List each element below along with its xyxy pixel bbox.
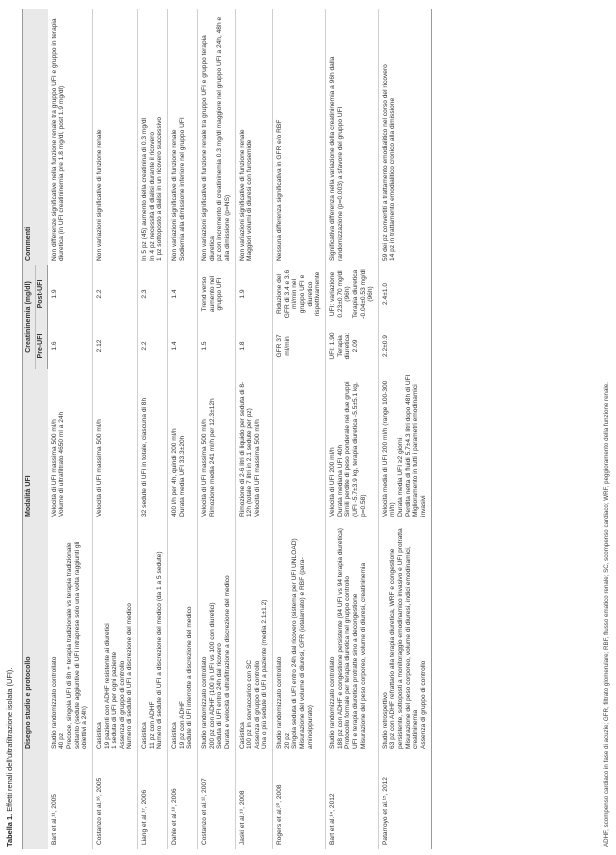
cell-pre-ufi: 2.12: [92, 323, 137, 369]
renal-effects-table: [22, 9, 432, 849]
cell-post-ufi: 1.9: [48, 265, 93, 323]
cell-study: Patarroyo et al.¹⁵, 2012: [378, 753, 431, 849]
cell-study: Jaski et al.¹⁹, 2008: [235, 753, 273, 849]
cell-modality: Velocità di UFI 200 ml/h Durata mediana UFI 40h Simili perdite di peso ponderale nei due gruppi (UFI -5.7±3.9 kg, terapia diuretica -5.5±5.1 kg, p=0.58): [325, 369, 378, 521]
cell-comments: Significativa differenza nella variazione della creatininemia a 96h dalla randomizzazione (p=0.003) a sfavore del gruppo UFI: [325, 9, 378, 265]
header-pre-ufi: Pre-UFI: [36, 323, 48, 369]
cell-comments: Non variazioni significative di funzione renale tra gruppo UFI e gruppo terapia diuretica pz con incremento di creatininemia 0.3 mg/dl maggiore nel gruppo UFI a 24h, 48h e alla dimissione (p=NS): [197, 9, 235, 265]
cell-design: Casistica 19 pz con ADHF Sedute di UFI interrotte a discrezione del medico: [168, 521, 198, 753]
table-row: [138, 9, 168, 849]
cell-pre-ufi: 2.2: [138, 323, 168, 369]
cell-pre-ufi: 1.5: [197, 323, 235, 369]
cell-study: Dahle et al.¹⁸, 2006: [168, 753, 198, 849]
cell-pre-ufi: UFI: 1.90 Terapia diuretica: 2.09: [325, 323, 378, 369]
cell-design: Casistica 19 pazienti con ADHF resistente ai diuretici 1 seduta di UFI per ogni paziente Assenza di gruppo di controllo Numero di sedute di UFI a discrezione del medico: [92, 521, 137, 753]
cell-post-ufi: Trend verso aumento nel gruppo UFI: [197, 265, 235, 323]
header-modality: Modalità UFI: [23, 369, 48, 521]
cell-pre-ufi: 2.2±0.9: [378, 323, 431, 369]
cell-post-ufi: UFI: variazione 0.23±0.70 mg/dl (96h) Terapia diuretica -0.04±0.53 mg/dl (96h): [325, 265, 378, 323]
table-row: [48, 9, 93, 849]
cell-modality: Velocità media di UFI 200 ml/h (range 100-300 ml/h) Durata media UFI ≥2 giorni Perdita netta di fluidi 5.7±4.3 litri dopo 48h di UFI Miglioramento in tutti i parametri emodinamici invasivi: [378, 369, 431, 521]
cell-design: Studio randomizzato controllato 20 pz Singola seduta di UFI entro 24h dal ricovero (sistema per UFI UNLOAD) Misurazione del volume di diuresi, GFR (iotalamato) e RBF (para-aminoippurato): [273, 521, 326, 753]
cell-post-ufi: 2.4±1.0: [378, 265, 431, 323]
cell-modality: Velocità di UFI massima 500 ml/h: [92, 369, 137, 521]
header-study: [23, 753, 48, 849]
cell-post-ufi: 1.9: [235, 265, 273, 323]
cell-comments: Non variazioni significative di funzione renale Sodiemia alla dimissione inferiore nel gruppo UFI: [168, 9, 198, 265]
table-row: [273, 9, 326, 849]
cell-design: Studio randomizzato controllato 188 pz con ADHF e congestione persistente (94 UFI vs 94 terapia diuretica) Protocollo formale per terapia diuretica nel gruppo controllo UFI e terapia diuretica protratte sino a decongestione Misurazione del peso corporeo, volume di diuresi, creatininemia: [325, 521, 378, 753]
cell-post-ufi: 2.2: [92, 265, 137, 323]
cell-pre-ufi: 1.8: [235, 323, 273, 369]
cell-post-ufi: 2.3: [138, 265, 168, 323]
cell-study: Bart et al.¹⁴, 2012: [325, 753, 378, 849]
table-row: [235, 9, 273, 849]
table-row: [168, 9, 198, 849]
cell-comments: Non variazioni significative di funzione renale: [92, 9, 137, 265]
table-row: [197, 9, 235, 849]
table-row: [378, 9, 431, 849]
cell-modality: 32 sedute di UFI in totale, ciascuna di 8h: [138, 369, 168, 521]
abbreviations-footnote: ADHF, scompenso cardiaco in fase di acuzie; GFR, filtrato glomerulare; RBF, flusso ematico renale; SC, scompenso cardiaco; WRF, peggioramento della funzione renale.: [603, 382, 610, 847]
header-design: Disegno studio e protocollo: [23, 521, 48, 753]
table-row: [325, 9, 378, 849]
caption-text: Effetti renali dell'ultrafiltrazione isolata (UFI).: [5, 667, 14, 812]
cell-design: Studio randomizzato controllato 40 pz Precoce, singola UFI di 8h + terapia tradizionale vs terapia tradizionale soltanto (sedute aggiuntive di UFI intraprese solo una volta raggiunti gli obiettivi a 24h): [48, 521, 93, 753]
cell-comments: Nessuna differenza significativa in GFR e/o RBF: [273, 9, 326, 265]
cell-comments: Non variazioni significative di funzione renale Maggiori volumi di diuresi con furosemide: [235, 9, 273, 265]
cell-design: Studio retrospettivo 63 pz con ADHF refrattario alla terapia diuretica, WRF e congestione persistente, sottoposti a monitoraggio emodinamico invasivo e UFI protratta Misurazione del peso corporeo, volume di diuresi, indici emodinamici, creatininemia Assenza di gruppo di controllo: [378, 521, 431, 753]
cell-comments: 59 dei pz convertiti a trattamento emodialitico nel corso del ricovero 14 pz in trattamento emodialitico cronico alla dimissione: [378, 9, 431, 265]
cell-post-ufi: 1.4: [168, 265, 198, 323]
cell-design: Casistica 11 pz con ADHF Numero di sedute di UFI a discrezione del medico (da 1 a 5 sedute): [138, 521, 168, 753]
cell-modality: [273, 369, 326, 521]
cell-modality: 400 l/h per 4h, quindi 200 ml/h Durata media UFI 33.3±20h: [168, 369, 198, 521]
table-row: [92, 9, 137, 849]
cell-study: Liang et al.¹⁷, 2006: [138, 753, 168, 849]
cell-design: Casistica 100 pz in sovraccarico con SC Assenza di gruppo di controllo Una o più sedute di UFI a paziente (media 2.1±1.2): [235, 521, 273, 753]
cell-post-ufi: Riduzione del GFR di 3.4 e 3.6 ml/min nel gruppo UFI e diuretico rispettivamente: [273, 265, 326, 323]
cell-modality: Velocità di UFI massima 500 ml/h Volume di ultrafiltrato 4650 ml a 24h: [48, 369, 93, 521]
cell-design: Studio randomizzato controllato 200 pz con ADHF (100 in UFI vs 100 con diuretici) Seduta di UFI entro 24h dal ricovero Durata e velocità di ultrafiltrazione a discrezione del medico: [197, 521, 235, 753]
caption-label: Tabella 1.: [5, 813, 14, 847]
cell-pre-ufi: GFR 37 ml/min: [273, 323, 326, 369]
table-caption: [6, 668, 15, 847]
cell-study: Rogers et al.²⁰, 2008: [273, 753, 326, 849]
header-comments: Commenti: [23, 9, 48, 265]
cell-study: Bart et al.¹¹, 2005: [48, 753, 93, 849]
cell-pre-ufi: 1.4: [168, 323, 198, 369]
cell-comments: Non differenze significative nella funzione renale tra gruppo UFI e gruppo in terapia diuretica (in UFI creatininemia pre 1.8 mg/dl, post 1.9 mg/dl): [48, 9, 93, 265]
cell-study: Costanzo et al.¹⁶, 2005: [92, 753, 137, 849]
header-creatinine: Creatininemia (mg/dl): [23, 265, 36, 369]
cell-comments: In 5 pz (45) aumento della creatinina di 0.3 mg/dl In 4 pz necessità di dialisi durante il ricovero 1 pz sottoposto a dialisi in un ricovero successivo: [138, 9, 168, 265]
header-post-ufi: Post-UFI: [36, 265, 48, 323]
cell-pre-ufi: 1.6: [48, 323, 93, 369]
header-row: [23, 9, 36, 849]
cell-study: Costanzo et al.¹², 2007: [197, 753, 235, 849]
cell-modality: Velocità di UFI massima 500 ml/h Rimozione media 241 ml/h per 12.3±12h: [197, 369, 235, 521]
cell-modality: Rimozione di 2-6 litri di liquido per seduta di 8-12h (totale 7 litri in 2.1 sedute per pz) Velocità di UFI massima 500 ml/h: [235, 369, 273, 521]
